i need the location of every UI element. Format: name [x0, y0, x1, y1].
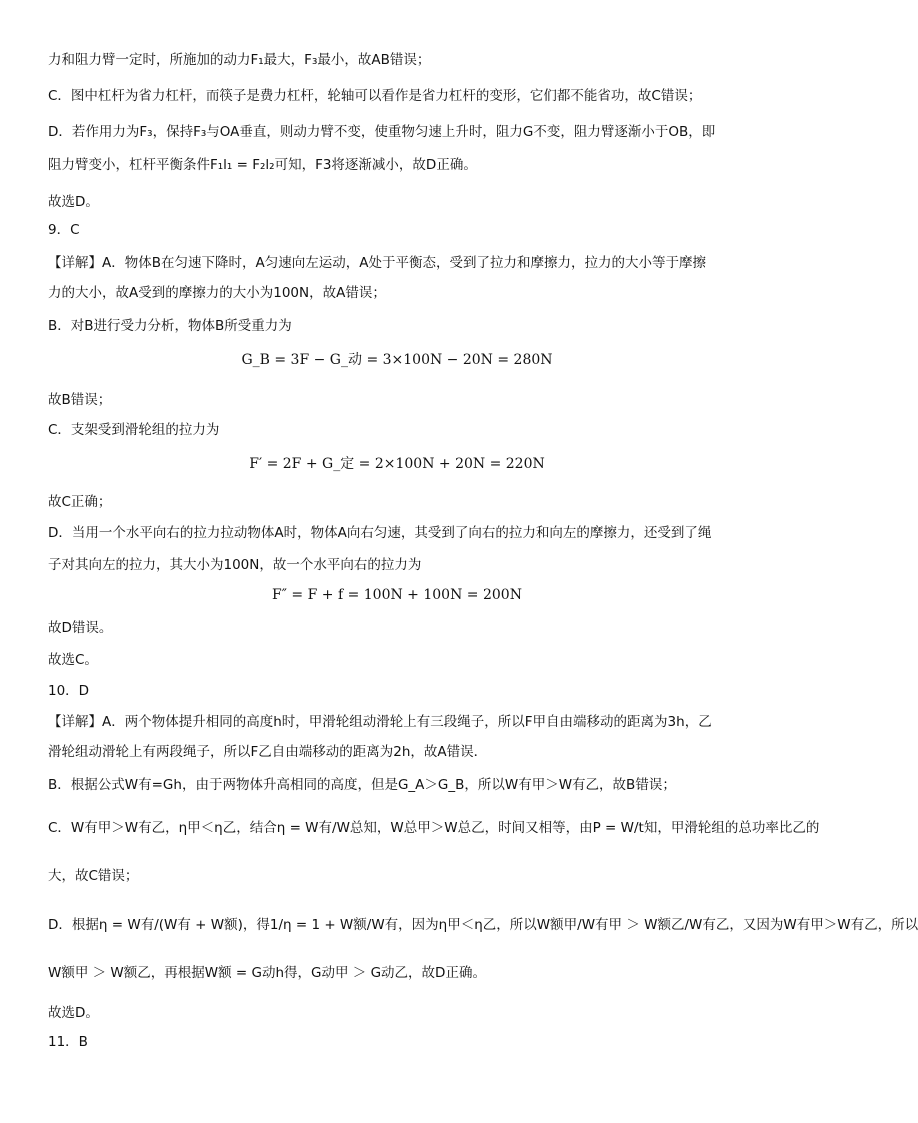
text-line: 滑轮组动滑轮上有两段绳子，所以F乙自由端移动的距离为2h，故A错误．	[48, 744, 488, 760]
text-line: D．根据η = W有/(W有 + W额)，得1/η = 1 + W额/W有，因为η甲＜η乙，所以W额甲/W有甲 ＞ W额乙/W有乙，又因为W有甲＞W有乙，所以	[48, 917, 918, 933]
text-line: 阻力臂变小，杠杆平衡条件F₁l₁ = F₂l₂可知，F3将逐渐减小，故D正确。	[48, 157, 477, 173]
text-line: B．对B进行受力分析，物体B所受重力为	[48, 318, 292, 334]
text-line: 大，故C错误；	[48, 868, 139, 884]
text-line: D．当用一个水平向右的拉力拉动物体A时，物体A向右匀速，其受到了向右的拉力和向左的摩擦力，还受到了绳	[48, 525, 712, 541]
question-answer-11: 11．B	[48, 1034, 88, 1050]
text-line: C．支架受到滑轮组的拉力为	[48, 422, 220, 438]
text-line: 故B错误；	[48, 392, 112, 408]
text-line: 故选D。	[48, 1005, 99, 1021]
text-line: 【详解】A．物体B在匀速下降时，A匀速向左运动，A处于平衡态，受到了拉力和摩擦力，拉力的大小等于摩擦	[48, 255, 706, 271]
text-line: B．根据公式W有=Gh，由于两物体升高相同的高度，但是G_A＞G_B，所以W有甲＞W有乙，故B错误；	[48, 777, 676, 793]
question-answer-9: 9．C	[48, 222, 80, 238]
text-line: 故选D。	[48, 194, 99, 210]
equation: G_B = 3F − G_动 = 3×100N − 20N = 280N	[241, 352, 553, 368]
text-line: 故选C。	[48, 652, 98, 668]
question-answer-10: 10．D	[48, 683, 90, 699]
text-line: 力和阻力臂一定时，所施加的动力F₁最大，F₃最小，故AB错误；	[48, 52, 431, 68]
text-line: 力的大小，故A受到的摩擦力的大小为100N，故A错误；	[48, 285, 386, 301]
text-line: 故C正确；	[48, 494, 112, 510]
equation: F′ = 2F + G_定 = 2×100N + 20N = 220N	[249, 456, 545, 472]
text-line: C．图中杠杆为省力杠杆，而筷子是费力杠杆，轮轴可以看作是省力杠杆的变形，它们都不能省功，故C错误；	[48, 88, 702, 104]
text-line: W额甲 ＞ W额乙，再根据W额 = G动h得，G动甲 ＞ G动乙，故D正确。	[48, 965, 486, 981]
text-line: 子对其向左的拉力，其大小为100N，故一个水平向右的拉力为	[48, 557, 422, 573]
text-line: 【详解】A．两个物体提升相同的高度h时，甲滑轮组动滑轮上有三段绳子，所以F甲自由端移动的距离为3h，乙	[48, 714, 712, 730]
text-line: D．若作用力为F₃，保持F₃与OA垂直，则动力臂不变，使重物匀速上升时，阻力G不变，阻力臂逐渐小于OB，即	[48, 124, 716, 140]
text-line: C．W有甲＞W有乙，η甲＜η乙，结合η = W有/W总知，W总甲＞W总乙，时间又相等，由P = W/t知，甲滑轮组的总功率比乙的	[48, 820, 820, 836]
equation: F″ = F + f = 100N + 100N = 200N	[272, 587, 522, 603]
text-line: 故D错误。	[48, 620, 113, 636]
